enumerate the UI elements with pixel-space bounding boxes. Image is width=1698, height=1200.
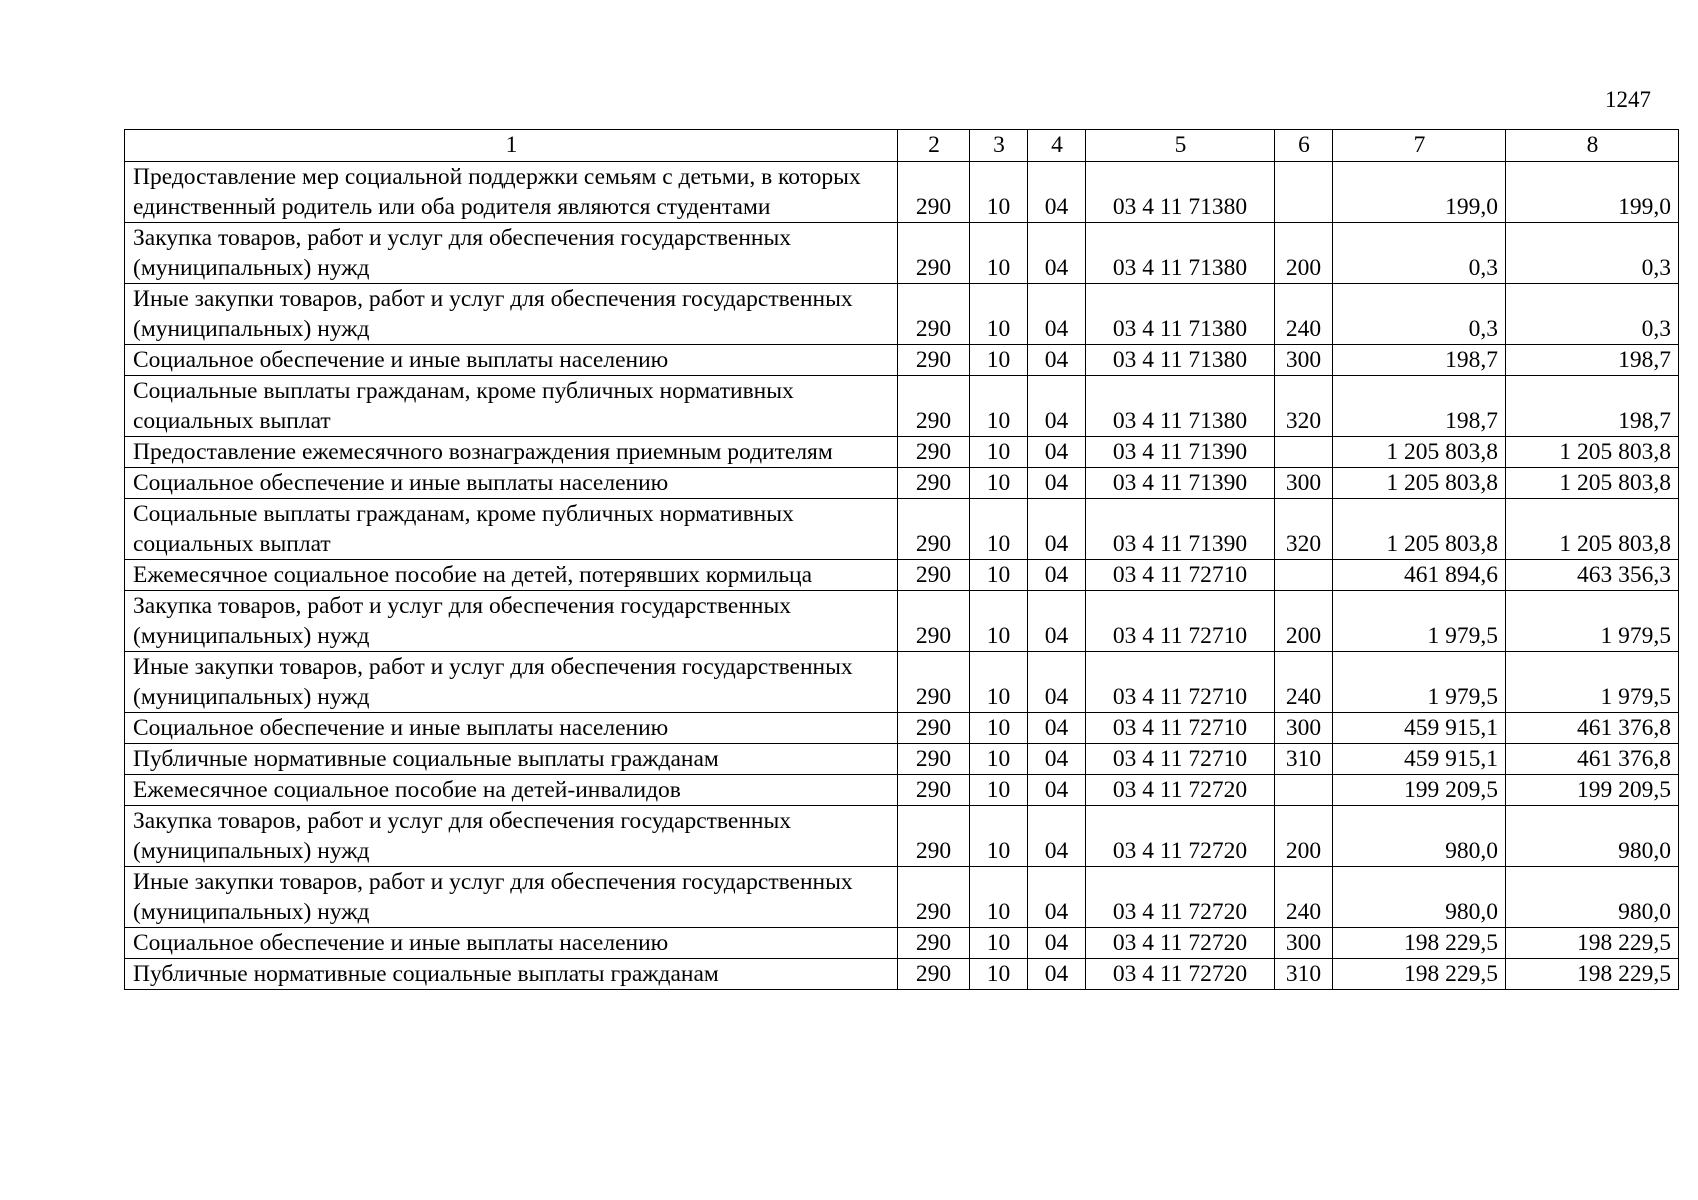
section-code-cell: 10 (970, 468, 1028, 499)
amount-year-1-cell: 1 205 803,8 (1333, 437, 1506, 468)
amount-year-1-cell: 198 229,5 (1333, 959, 1506, 990)
target-article-cell: 03 4 11 71390 (1086, 437, 1275, 468)
ministry-code-cell: 290 (898, 806, 970, 867)
amount-year-2-cell: 198 229,5 (1506, 928, 1679, 959)
header-col-3: 3 (970, 130, 1028, 162)
item-name-cell: Публичные нормативные социальные выплаты гражданам (125, 744, 898, 775)
ministry-code-cell: 290 (898, 775, 970, 806)
subsection-code-cell: 04 (1028, 928, 1086, 959)
amount-year-2-cell: 980,0 (1506, 806, 1679, 867)
amount-year-1-cell: 199,0 (1333, 162, 1506, 223)
ministry-code-cell: 290 (898, 560, 970, 591)
section-code-cell: 10 (970, 437, 1028, 468)
amount-year-1-cell: 1 979,5 (1333, 591, 1506, 652)
amount-year-1-cell: 0,3 (1333, 223, 1506, 284)
amount-year-1-cell: 980,0 (1333, 867, 1506, 928)
target-article-cell: 03 4 11 71390 (1086, 468, 1275, 499)
section-code-cell: 10 (970, 499, 1028, 560)
expense-type-cell: 310 (1275, 744, 1333, 775)
header-col-1: 1 (125, 130, 898, 162)
amount-year-1-cell: 1 979,5 (1333, 652, 1506, 713)
section-code-cell: 10 (970, 713, 1028, 744)
subsection-code-cell: 04 (1028, 499, 1086, 560)
header-col-2: 2 (898, 130, 970, 162)
target-article-cell: 03 4 11 71390 (1086, 499, 1275, 560)
expense-type-cell: 240 (1275, 867, 1333, 928)
item-name-cell: Предоставление ежемесячного вознаграждения приемным родителям (125, 437, 898, 468)
expense-type-cell (1275, 162, 1333, 223)
section-code-cell: 10 (970, 223, 1028, 284)
table-header-row (125, 130, 1679, 162)
section-code-cell: 10 (970, 775, 1028, 806)
subsection-code-cell: 04 (1028, 468, 1086, 499)
target-article-cell: 03 4 11 72710 (1086, 560, 1275, 591)
amount-year-2-cell: 199 209,5 (1506, 775, 1679, 806)
amount-year-1-cell: 198,7 (1333, 345, 1506, 376)
target-article-cell: 03 4 11 71380 (1086, 223, 1275, 284)
target-article-cell: 03 4 11 71380 (1086, 284, 1275, 345)
amount-year-1-cell: 1 205 803,8 (1333, 499, 1506, 560)
expense-type-cell: 310 (1275, 959, 1333, 990)
table-row (125, 959, 1679, 990)
expense-type-cell: 240 (1275, 284, 1333, 345)
target-article-cell: 03 4 11 71380 (1086, 345, 1275, 376)
expense-type-cell: 320 (1275, 499, 1333, 560)
amount-year-1-cell: 198,7 (1333, 376, 1506, 437)
item-name-cell: Публичные нормативные социальные выплаты гражданам (125, 959, 898, 990)
item-name-cell: Иные закупки товаров, работ и услуг для обеспечения государственных (муниципальных) нужд (125, 652, 898, 713)
expense-type-cell: 300 (1275, 468, 1333, 499)
item-name-cell: Закупка товаров, работ и услуг для обеспечения государственных (муниципальных) нужд (125, 223, 898, 284)
target-article-cell: 03 4 11 72720 (1086, 959, 1275, 990)
amount-year-2-cell: 0,3 (1506, 223, 1679, 284)
item-name-cell: Предоставление мер социальной поддержки семьям с детьми, в которых единственный родитель или оба родителя являются студентами (125, 162, 898, 223)
section-code-cell: 10 (970, 867, 1028, 928)
table-row (125, 223, 1679, 284)
ministry-code-cell: 290 (898, 376, 970, 437)
subsection-code-cell: 04 (1028, 376, 1086, 437)
amount-year-1-cell: 459 915,1 (1333, 713, 1506, 744)
subsection-code-cell: 04 (1028, 162, 1086, 223)
ministry-code-cell: 290 (898, 928, 970, 959)
header-col-4: 4 (1028, 130, 1086, 162)
target-article-cell: 03 4 11 72720 (1086, 928, 1275, 959)
section-code-cell: 10 (970, 284, 1028, 345)
header-col-7: 7 (1333, 130, 1506, 162)
ministry-code-cell: 290 (898, 652, 970, 713)
amount-year-2-cell: 1 979,5 (1506, 652, 1679, 713)
page-number: 1247 (1605, 87, 1651, 112)
table-row (125, 345, 1679, 376)
table-row (125, 499, 1679, 560)
amount-year-2-cell: 198,7 (1506, 376, 1679, 437)
ministry-code-cell: 290 (898, 713, 970, 744)
section-code-cell: 10 (970, 959, 1028, 990)
amount-year-2-cell: 1 205 803,8 (1506, 468, 1679, 499)
item-name-cell: Социальное обеспечение и иные выплаты населению (125, 468, 898, 499)
ministry-code-cell: 290 (898, 284, 970, 345)
expense-type-cell: 300 (1275, 928, 1333, 959)
table-row (125, 867, 1679, 928)
target-article-cell: 03 4 11 72720 (1086, 775, 1275, 806)
budget-table (124, 129, 1679, 990)
item-name-cell: Социальное обеспечение и иные выплаты населению (125, 928, 898, 959)
section-code-cell: 10 (970, 928, 1028, 959)
table-row (125, 162, 1679, 223)
ministry-code-cell: 290 (898, 223, 970, 284)
item-name-cell: Социальное обеспечение и иные выплаты населению (125, 345, 898, 376)
section-code-cell: 10 (970, 744, 1028, 775)
subsection-code-cell: 04 (1028, 713, 1086, 744)
amount-year-2-cell: 1 205 803,8 (1506, 499, 1679, 560)
target-article-cell: 03 4 11 72720 (1086, 806, 1275, 867)
amount-year-1-cell: 0,3 (1333, 284, 1506, 345)
amount-year-2-cell: 198,7 (1506, 345, 1679, 376)
amount-year-2-cell: 980,0 (1506, 867, 1679, 928)
section-code-cell: 10 (970, 652, 1028, 713)
amount-year-1-cell: 459 915,1 (1333, 744, 1506, 775)
expense-type-cell (1275, 560, 1333, 591)
section-code-cell: 10 (970, 345, 1028, 376)
subsection-code-cell: 04 (1028, 223, 1086, 284)
table-row (125, 775, 1679, 806)
table-row (125, 744, 1679, 775)
amount-year-1-cell: 199 209,5 (1333, 775, 1506, 806)
table-row (125, 928, 1679, 959)
item-name-cell: Иные закупки товаров, работ и услуг для обеспечения государственных (муниципальных) нужд (125, 284, 898, 345)
target-article-cell: 03 4 11 71380 (1086, 376, 1275, 437)
ministry-code-cell: 290 (898, 959, 970, 990)
item-name-cell: Иные закупки товаров, работ и услуг для обеспечения государственных (муниципальных) нужд (125, 867, 898, 928)
expense-type-cell: 200 (1275, 591, 1333, 652)
section-code-cell: 10 (970, 591, 1028, 652)
amount-year-2-cell: 0,3 (1506, 284, 1679, 345)
expense-type-cell: 240 (1275, 652, 1333, 713)
subsection-code-cell: 04 (1028, 437, 1086, 468)
amount-year-1-cell: 461 894,6 (1333, 560, 1506, 591)
ministry-code-cell: 290 (898, 499, 970, 560)
ministry-code-cell: 290 (898, 744, 970, 775)
expense-type-cell: 200 (1275, 223, 1333, 284)
subsection-code-cell: 04 (1028, 284, 1086, 345)
section-code-cell: 10 (970, 806, 1028, 867)
item-name-cell: Закупка товаров, работ и услуг для обеспечения государственных (муниципальных) нужд (125, 806, 898, 867)
subsection-code-cell: 04 (1028, 345, 1086, 376)
amount-year-2-cell: 461 376,8 (1506, 713, 1679, 744)
subsection-code-cell: 04 (1028, 867, 1086, 928)
item-name-cell: Социальные выплаты гражданам, кроме публичных нормативных социальных выплат (125, 376, 898, 437)
subsection-code-cell: 04 (1028, 775, 1086, 806)
header-col-5: 5 (1086, 130, 1275, 162)
header-col-8: 8 (1506, 130, 1679, 162)
subsection-code-cell: 04 (1028, 744, 1086, 775)
amount-year-2-cell: 198 229,5 (1506, 959, 1679, 990)
subsection-code-cell: 04 (1028, 806, 1086, 867)
expense-type-cell: 200 (1275, 806, 1333, 867)
amount-year-2-cell: 1 979,5 (1506, 591, 1679, 652)
expense-type-cell (1275, 775, 1333, 806)
table-row (125, 806, 1679, 867)
amount-year-1-cell: 980,0 (1333, 806, 1506, 867)
section-code-cell: 10 (970, 376, 1028, 437)
table-row (125, 376, 1679, 437)
target-article-cell: 03 4 11 72710 (1086, 591, 1275, 652)
subsection-code-cell: 04 (1028, 652, 1086, 713)
item-name-cell: Социальное обеспечение и иные выплаты населению (125, 713, 898, 744)
ministry-code-cell: 290 (898, 162, 970, 223)
amount-year-2-cell: 461 376,8 (1506, 744, 1679, 775)
table-row (125, 713, 1679, 744)
amount-year-1-cell: 1 205 803,8 (1333, 468, 1506, 499)
item-name-cell: Ежемесячное социальное пособие на детей, потерявших кормильца (125, 560, 898, 591)
item-name-cell: Ежемесячное социальное пособие на детей-инвалидов (125, 775, 898, 806)
expense-type-cell: 300 (1275, 345, 1333, 376)
amount-year-2-cell: 199,0 (1506, 162, 1679, 223)
amount-year-2-cell: 463 356,3 (1506, 560, 1679, 591)
subsection-code-cell: 04 (1028, 959, 1086, 990)
section-code-cell: 10 (970, 162, 1028, 223)
subsection-code-cell: 04 (1028, 560, 1086, 591)
target-article-cell: 03 4 11 72710 (1086, 744, 1275, 775)
table-body (125, 162, 1679, 990)
section-code-cell: 10 (970, 560, 1028, 591)
header-col-6: 6 (1275, 130, 1333, 162)
expense-type-cell (1275, 437, 1333, 468)
amount-year-1-cell: 198 229,5 (1333, 928, 1506, 959)
table-row (125, 284, 1679, 345)
subsection-code-cell: 04 (1028, 591, 1086, 652)
item-name-cell: Социальные выплаты гражданам, кроме публичных нормативных социальных выплат (125, 499, 898, 560)
target-article-cell: 03 4 11 72720 (1086, 867, 1275, 928)
ministry-code-cell: 290 (898, 345, 970, 376)
table-row (125, 652, 1679, 713)
table-row (125, 468, 1679, 499)
target-article-cell: 03 4 11 72710 (1086, 713, 1275, 744)
table-row (125, 591, 1679, 652)
ministry-code-cell: 290 (898, 437, 970, 468)
target-article-cell: 03 4 11 71380 (1086, 162, 1275, 223)
ministry-code-cell: 290 (898, 468, 970, 499)
target-article-cell: 03 4 11 72710 (1086, 652, 1275, 713)
ministry-code-cell: 290 (898, 867, 970, 928)
expense-type-cell: 300 (1275, 713, 1333, 744)
item-name-cell: Закупка товаров, работ и услуг для обеспечения государственных (муниципальных) нужд (125, 591, 898, 652)
table-row (125, 437, 1679, 468)
amount-year-2-cell: 1 205 803,8 (1506, 437, 1679, 468)
ministry-code-cell: 290 (898, 591, 970, 652)
table-row (125, 560, 1679, 591)
expense-type-cell: 320 (1275, 376, 1333, 437)
